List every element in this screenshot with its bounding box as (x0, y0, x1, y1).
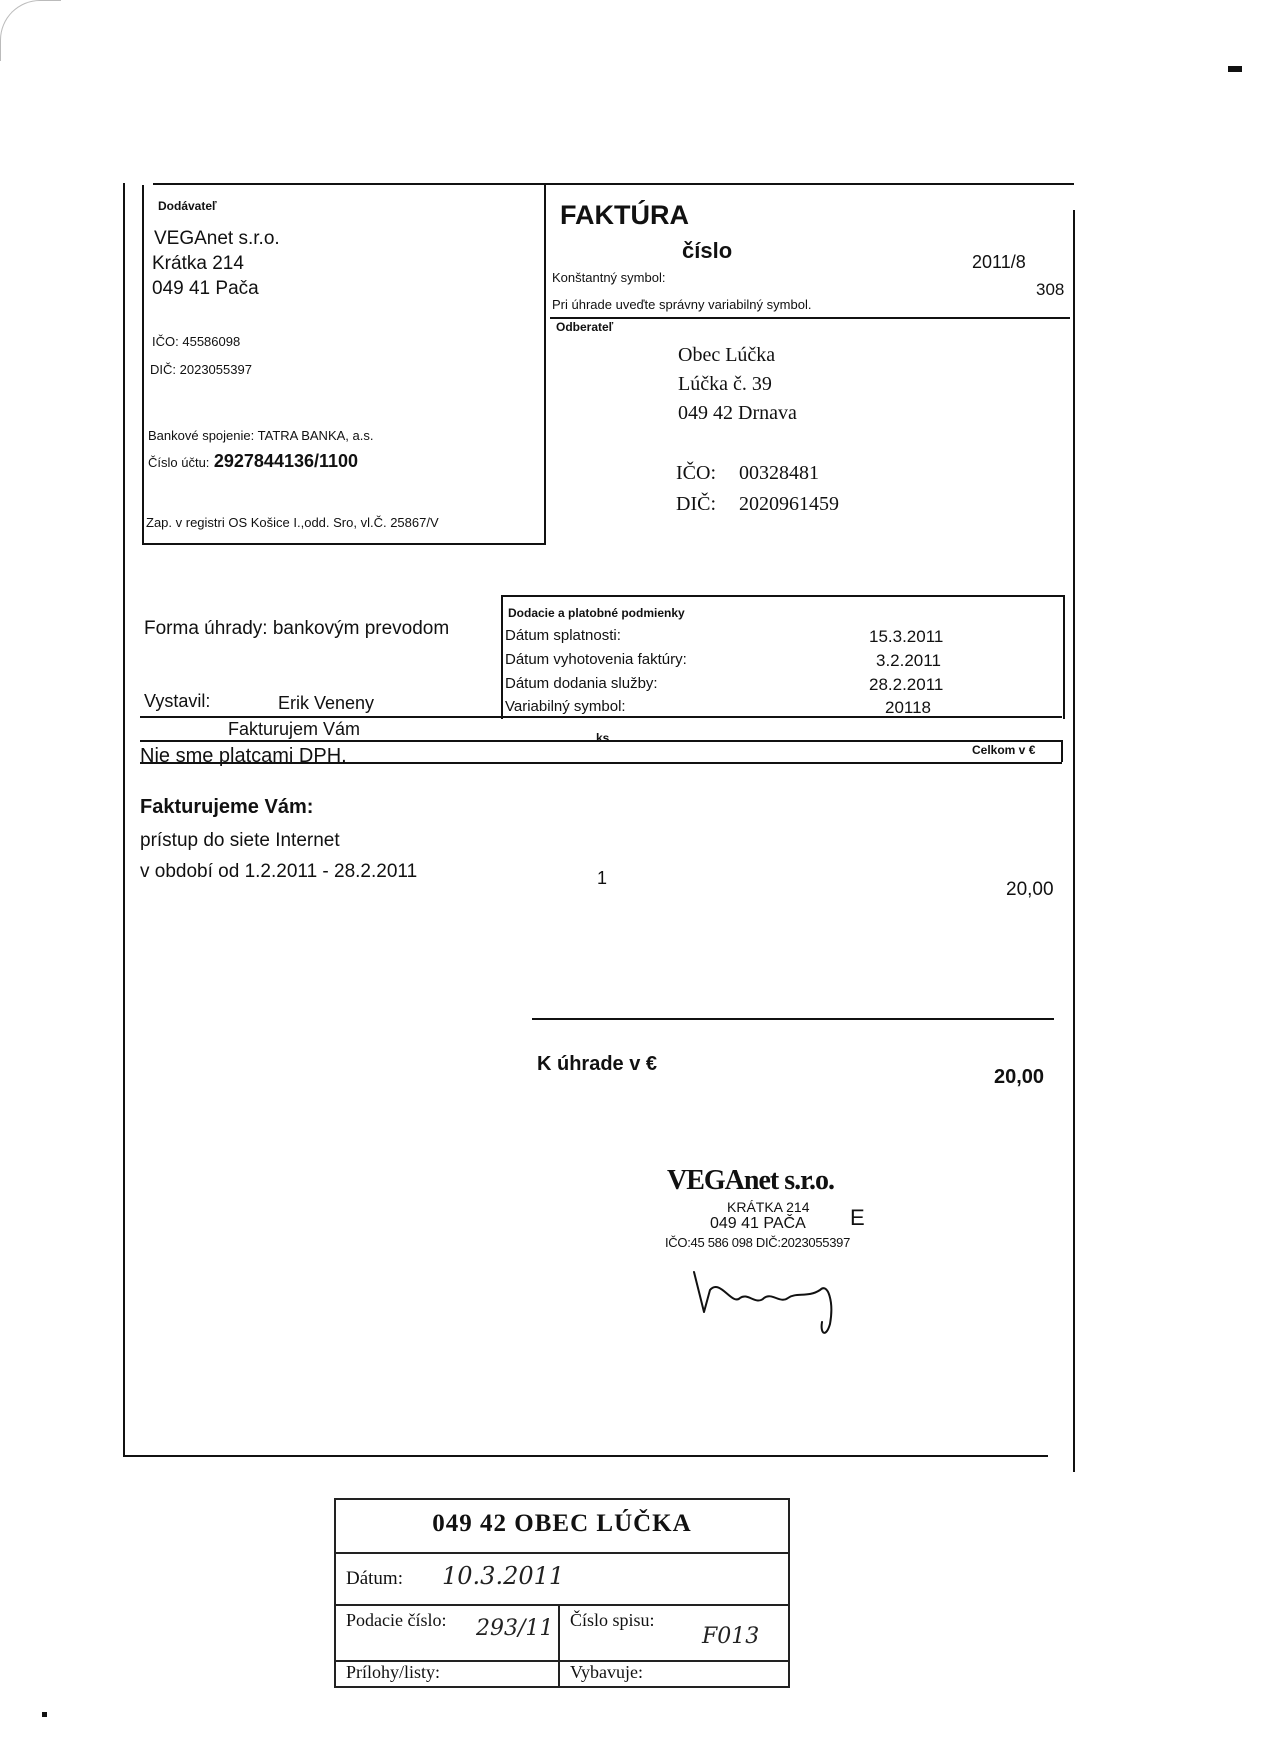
customer-dic-value: 2020961459 (739, 493, 839, 515)
supplier-bank-value: TATRA BANKA, a.s. (257, 428, 374, 443)
customer-ico-label: IČO: (676, 462, 716, 484)
registry-divider (558, 1604, 560, 1686)
registry-submission-value: 293/11 (476, 1616, 554, 1641)
supplier-dic-value: 2023055397 (179, 362, 252, 377)
items-header-top (140, 716, 1062, 718)
signature (680, 1262, 860, 1342)
terms-row-value: 3.2.2011 (876, 651, 941, 670)
item-line-1: prístup do siete Internet (140, 830, 340, 851)
supplier-bank (148, 428, 373, 443)
terms-row-value: 28.2.2011 (869, 675, 944, 694)
stamp-ids: IČO:45 586 098 DIČ:2023055397 (665, 1235, 850, 1250)
terms-row-value: 20118 (885, 698, 932, 717)
terms-heading: Dodacie a platobné podmienky (508, 606, 685, 620)
supplier-city: 049 41 Pača (152, 278, 259, 299)
summary-label: K úhrade v € (537, 1053, 658, 1075)
summary-amount: 20,00 (994, 1066, 1045, 1088)
items-header-desc: Fakturujem Vám (228, 719, 361, 739)
item-qty: 1 (597, 868, 608, 888)
supplier-bank-label: Bankové spojenie: (148, 428, 255, 443)
payment-form (144, 618, 449, 640)
registry-line-1 (336, 1552, 788, 1554)
supplier-heading: Dodávateľ (158, 199, 217, 213)
constant-symbol-value: 308 (1036, 280, 1065, 299)
registry-file-label: Číslo spisu: (570, 1610, 655, 1630)
terms-row-label: Variabilný symbol: (505, 698, 626, 715)
customer-heading: Odberateľ (556, 320, 614, 334)
terms-row-label: Dátum splatnosti: (505, 627, 621, 644)
item-line-2: v období od 1.2.2011 - 28.2.2011 (140, 861, 418, 882)
scan-mark (1228, 66, 1242, 72)
registry-date-value: 10.3.2011 (442, 1562, 565, 1590)
payment-form-value: bankovým prevodom (272, 618, 450, 639)
supplier-account-label: Číslo účtu: (148, 455, 210, 470)
customer-ico-value: 00328481 (739, 462, 819, 484)
registry-line-2 (336, 1604, 788, 1606)
summary-line (532, 1018, 1054, 1020)
payment-form-label: Forma úhrady: (144, 618, 268, 639)
items-header-divider (1061, 740, 1063, 762)
frame-right (1073, 210, 1075, 1472)
supplier-register: Zap. v registri OS Košice I.,odd. Sro, vl.Č. 25867/V (146, 515, 439, 530)
supplier-account-value: 2927844136/1100 (213, 451, 359, 471)
registry-submission-label: Podacie číslo: (346, 1610, 447, 1630)
stamp-city: 049 41 PAČA (710, 1215, 806, 1232)
registry-date-label: Dátum: (346, 1568, 403, 1589)
terms-row-label: Dátum dodania služby: (505, 675, 658, 692)
customer-street: Lúčka č. 39 (678, 373, 772, 395)
supplier-ico-label: IČO: (152, 334, 179, 349)
page-corner (0, 0, 61, 61)
issued-by-label: Vystavil: (144, 691, 211, 711)
scan-mark (42, 1712, 47, 1717)
vat-note: Nie sme platcami DPH. (140, 745, 347, 767)
supplier-account (148, 451, 358, 472)
supplier-ico (152, 334, 240, 349)
registry-title: 049 42 OBEC LÚČKA (432, 1510, 692, 1537)
supplier-ico-value: 45586098 (182, 334, 241, 349)
constant-symbol-label: Konštantný symbol: (552, 270, 666, 285)
registry-handler-label: Vybavuje: (570, 1662, 643, 1682)
stamp-extra: E (850, 1205, 865, 1230)
supplier-dic-label: DIČ: (150, 362, 176, 377)
frame-left (123, 183, 125, 1456)
header-separator (550, 317, 1070, 319)
variable-symbol-note: Pri úhrade uveďte správny variabilný symbol. (552, 297, 812, 312)
terms-row (505, 651, 965, 673)
registry-attachments-label: Prílohy/listy: (346, 1662, 441, 1682)
items-header-total: Celkom v € (972, 743, 1036, 757)
customer-name: Obec Lúčka (678, 344, 776, 366)
terms-row-label: Dátum vyhotovenia faktúry: (505, 651, 687, 668)
items-section-title: Fakturujeme Vám: (140, 796, 314, 818)
registry-stamp (334, 1498, 790, 1688)
customer-ico (676, 462, 819, 485)
items-header-qty: ks (596, 731, 610, 745)
supplier-name: VEGAnet s.r.o. (154, 228, 280, 249)
terms-row (505, 675, 965, 697)
customer-dic-label: DIČ: (676, 493, 716, 515)
frame-bottom (123, 1455, 1048, 1457)
customer-dic (676, 493, 839, 516)
invoice-number-label: číslo (682, 238, 733, 263)
stamp-company-name: VEGAnet s.r.o. (667, 1165, 834, 1196)
issued-by-value: Erik Veneny (278, 693, 375, 713)
supplier-street: Krátka 214 (152, 253, 244, 274)
customer-city: 049 42 Drnava (678, 402, 797, 424)
registry-file-value: F013 (702, 1624, 760, 1649)
supplier-dic (150, 362, 252, 377)
terms-row (505, 627, 965, 649)
terms-row-value: 15.3.2011 (869, 627, 944, 646)
invoice-number: 2011/8 (972, 252, 1026, 272)
item-total: 20,00 (1006, 879, 1054, 900)
invoice-title: FAKTÚRA (560, 200, 689, 230)
stamp-street: KRÁTKA 214 (727, 1199, 810, 1215)
